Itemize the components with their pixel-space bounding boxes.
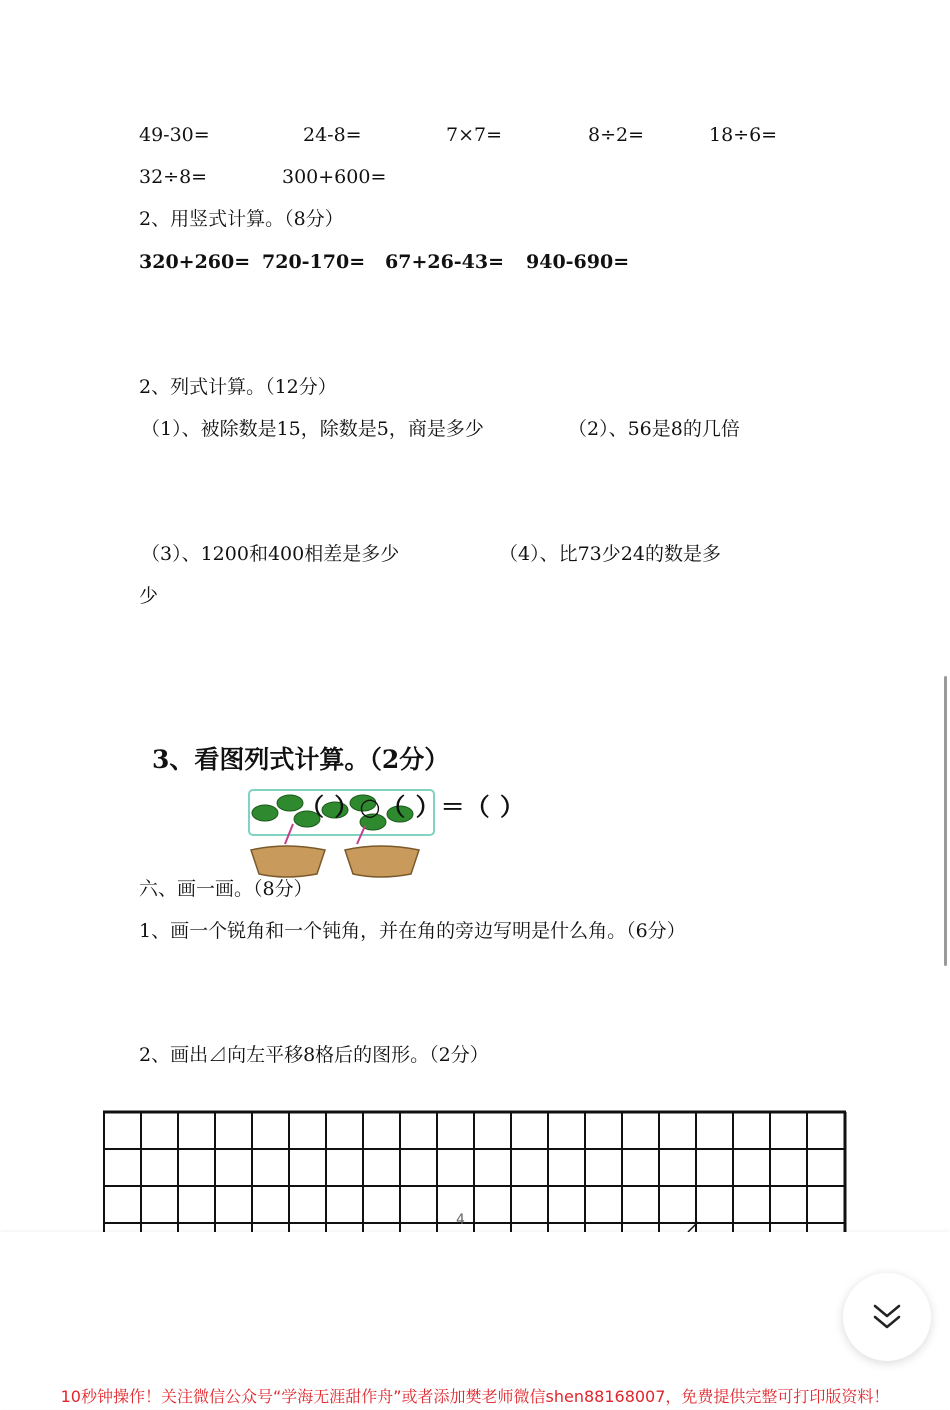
vertical-item-2: 720-170=	[262, 251, 366, 273]
arith-7: 300+600=	[282, 166, 387, 188]
arith-5: 18÷6=	[709, 124, 778, 146]
list-question-4-cont: 少	[139, 585, 159, 607]
draw-question-2: 2、画出⊿向左平移8格后的图形。（2分）	[139, 1044, 489, 1066]
vertical-item-4: 940-690=	[526, 251, 630, 273]
section-draw-title: 六、画一画。（8分）	[139, 878, 313, 900]
section-picture-title: 3、看图列式计算。（2分）	[152, 745, 450, 774]
arith-1: 49-30=	[139, 124, 210, 146]
list-question-4: （4）、比73少24的数是多	[499, 543, 721, 565]
arith-4: 8÷2=	[588, 124, 645, 146]
bottom-bar	[0, 1232, 950, 1409]
picture-equation: （ ）○（ ）＝（ ）	[300, 792, 526, 821]
grid-marker: 4	[456, 1212, 465, 1228]
double-chevron-down-icon	[870, 1302, 904, 1332]
vertical-item-3: 67+26-43=	[385, 251, 505, 273]
list-question-3: （3）、1200和400相差是多少	[141, 543, 400, 565]
arith-2: 24-8=	[303, 124, 362, 146]
section-list-title: 2、列式计算。（12分）	[139, 376, 337, 398]
footer-notice: 10秒钟操作！关注微信公众号“学海无涯甜作舟”或者添加樊老师微信shen88168007，免费提供完整可打印版资料！	[60, 1387, 890, 1406]
scrollbar[interactable]	[944, 676, 947, 966]
list-question-1: （1）、被除数是15，除数是5，商是多少	[141, 418, 484, 440]
list-question-2: （2）、56是8的几倍	[568, 418, 740, 440]
arith-3: 7×7=	[446, 124, 503, 146]
draw-question-1: 1、画一个锐角和一个钝角，并在角的旁边写明是什么角。（6分）	[139, 920, 686, 942]
section-vertical-title: 2、用竖式计算。（8分）	[139, 208, 344, 230]
arith-6: 32÷8=	[139, 166, 208, 188]
drawing-grid	[102, 1110, 847, 1240]
vertical-item-1: 320+260=	[139, 251, 251, 273]
collapse-button[interactable]	[843, 1273, 931, 1361]
